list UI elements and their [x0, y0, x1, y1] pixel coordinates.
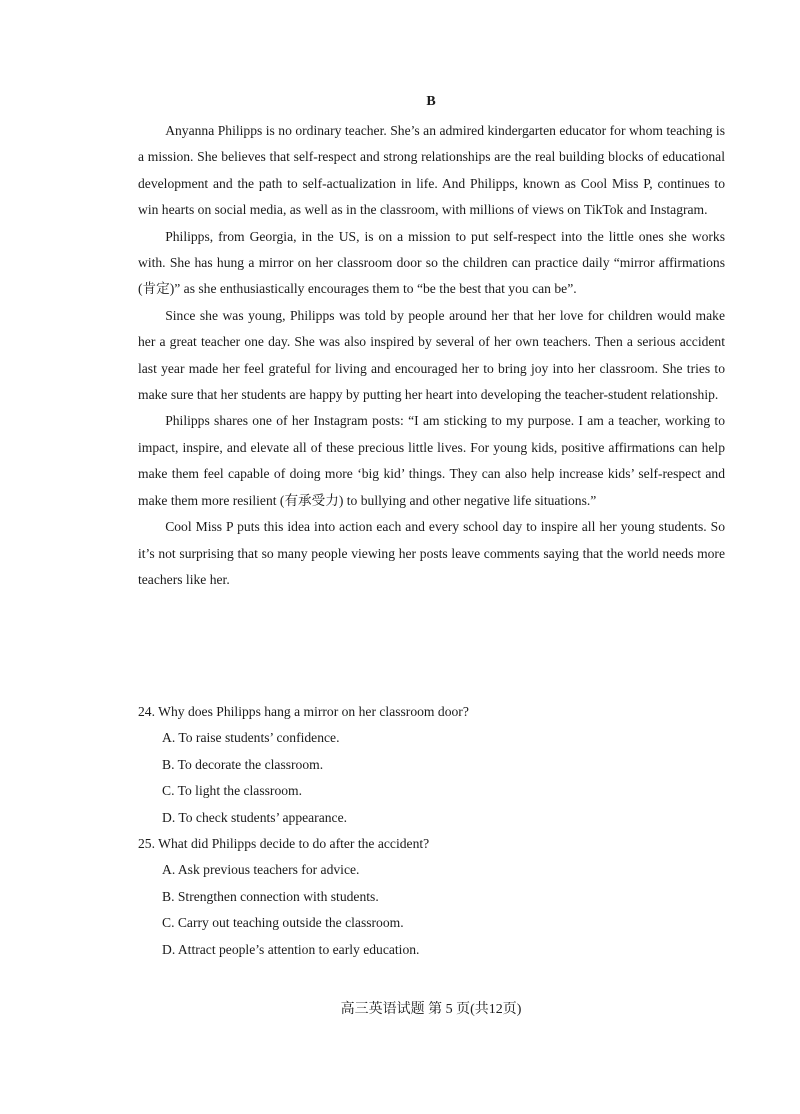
- passage-paragraph: Anyanna Philipps is no ordinary teacher. She’s an admired kindergarten educator for whom teaching is a mission. She believes that self-respect and strong relationships are the real building blocks of educational development and the path to self-actualization in life. And Philipps, known as Cool Miss P, continues to win hearts on social media, as well as in the classroom, with millions of views on TikTok and Instagram.: [138, 123, 725, 218]
- passage-paragraph: Cool Miss P puts this idea into action each and every school day to inspire all her young students. So it’s not surprising that so many people viewing her posts leave comments saying that the world needs more teachers like her.: [138, 519, 725, 587]
- answer-option: B. To decorate the classroom.: [162, 756, 324, 772]
- answer-option: A. Ask previous teachers for advice.: [162, 862, 360, 878]
- answer-option: C. Carry out teaching outside the classroom.: [162, 915, 404, 931]
- section-heading: B: [426, 94, 436, 109]
- passage-paragraph: Since she was young, Philipps was told by people around her that her love for children would make her a great teacher one day. She was also inspired by several of her own teachers. Then a serious accident last year made her feel grateful for living and encouraged her to bring joy into her classroom. She tries to make sure that her students are happy by putting her heart into developing the teacher-student relationship.: [138, 307, 725, 403]
- question-stem: 24. Why does Philipps hang a mirror on her classroom door?: [138, 704, 469, 719]
- answer-option: D. Attract people’s attention to early education.: [162, 941, 420, 957]
- question-stem: 25. What did Philipps decide to do after the accident?: [138, 836, 430, 852]
- passage-paragraph: Philipps, from Georgia, in the US, is on a mission to put self-respect into the little ones she works with. She has hung a mirror on her classroom door so the children can practice daily “mirror affirmations (肯定)” as she enthusiastically encourages them to “be the best that you can be”.: [138, 228, 725, 297]
- passage-paragraph: Philipps shares one of her Instagram posts: “I am sticking to my purpose. I am a teacher, working to impact, inspire, and elevate all of these precious little lives. For young kids, positive affirmations can help make them feel capable of doing more ‘big kid’ things. They can also help increase kids’ self-respect and make them more resilient (有承受力) to bullying and other negative life situations.”: [138, 413, 725, 508]
- answer-option: C. To light the classroom.: [162, 783, 303, 799]
- answer-option: A. To raise students’ confidence.: [162, 730, 340, 746]
- page-footer: 高三英语试题 第 5 页(共12页): [340, 1002, 522, 1017]
- question-list: [138, 699, 725, 963]
- question-25: [138, 831, 725, 963]
- answer-option: B. Strengthen connection with students.: [162, 888, 379, 904]
- question-24: [138, 699, 725, 831]
- answer-option: D. To check students’ appearance.: [162, 809, 348, 825]
- reading-passage: [138, 118, 725, 593]
